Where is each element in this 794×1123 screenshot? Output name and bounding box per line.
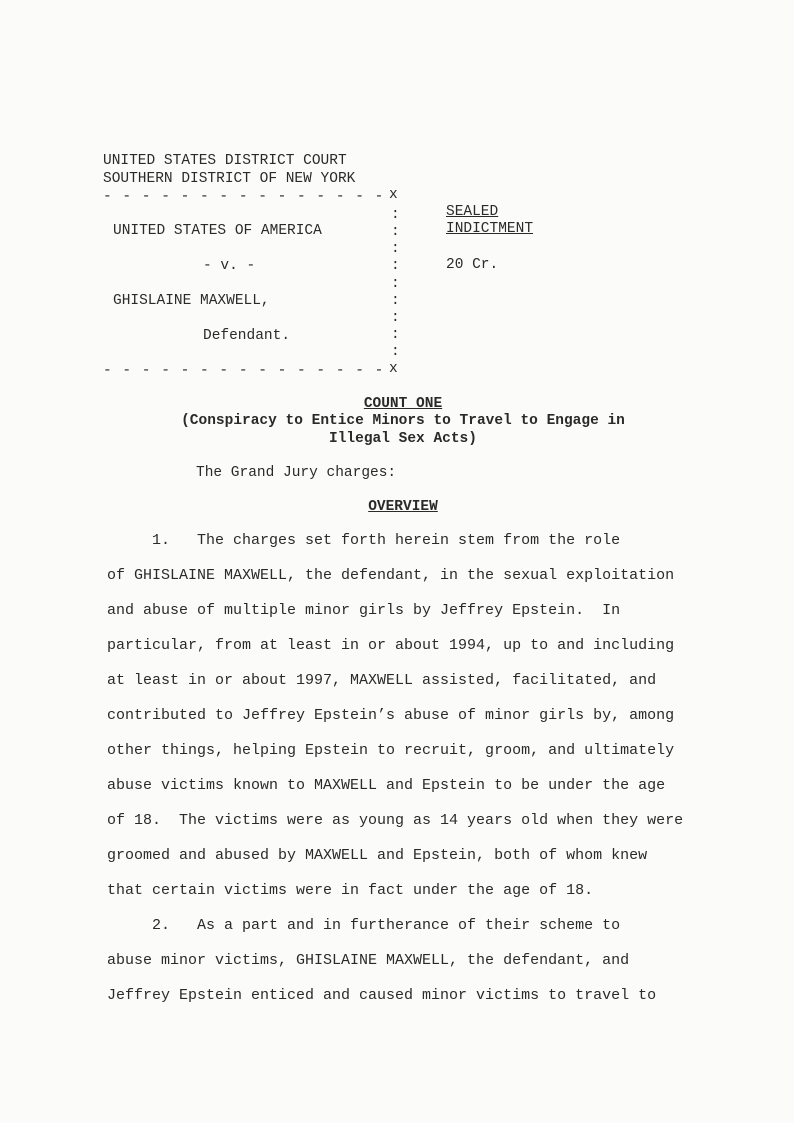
caption-top-rule: - - - - - - - - - - - - - - - bbox=[103, 189, 385, 205]
count-subtitle-line2: Illegal Sex Acts) bbox=[329, 431, 477, 447]
count-heading: COUNT ONE bbox=[363, 396, 443, 412]
caption-top-x: x bbox=[389, 187, 398, 203]
defendant-name: GHISLAINE MAXWELL, bbox=[113, 293, 270, 309]
paragraph-line: and abuse of multiple minor girls by Jeffrey Epstein. In bbox=[107, 602, 621, 619]
caption-colon: : bbox=[391, 258, 400, 274]
caption-bottom-rule: - - - - - - - - - - - - - - - bbox=[103, 363, 385, 379]
court-name-line2: SOUTHERN DISTRICT OF NEW YORK bbox=[103, 171, 356, 187]
grand-jury-charges: The Grand Jury charges: bbox=[196, 465, 397, 481]
paragraph-line: particular, from at least in or about 1994, up to and including bbox=[107, 637, 675, 654]
paragraph-line: abuse victims known to MAXWELL and Epstein to be under the age bbox=[107, 777, 666, 794]
caption-colon: : bbox=[391, 310, 400, 326]
paragraph-line: 1. The charges set forth herein stem from the role bbox=[107, 532, 621, 549]
caption-bottom-x: x bbox=[389, 361, 398, 377]
paragraph-line: at least in or about 1997, MAXWELL assisted, facilitated, and bbox=[107, 672, 657, 689]
paragraph-line: contributed to Jeffrey Epstein’s abuse of minor girls by, among bbox=[107, 707, 675, 724]
caption-colon: : bbox=[391, 276, 400, 292]
paragraph-line: of GHISLAINE MAXWELL, the defendant, in the sexual exploitation bbox=[107, 567, 675, 584]
caption-colon: : bbox=[391, 241, 400, 257]
sealed-label: SEALED bbox=[446, 204, 499, 220]
case-number: 20 Cr. bbox=[446, 257, 499, 273]
paragraph-line: 2. As a part and in furtherance of their scheme to bbox=[107, 917, 621, 934]
paragraph-line: other things, helping Epstein to recruit, groom, and ultimately bbox=[107, 742, 675, 759]
paragraph-line: that certain victims were in fact under the age of 18. bbox=[107, 882, 594, 899]
paragraph-line: abuse minor victims, GHISLAINE MAXWELL, the defendant, and bbox=[107, 952, 630, 969]
plaintiff-name: UNITED STATES OF AMERICA bbox=[113, 223, 322, 239]
paragraph-line: groomed and abused by MAXWELL and Epstein, both of whom knew bbox=[107, 847, 648, 864]
caption-colon: : bbox=[391, 344, 400, 360]
caption-colon: : bbox=[391, 224, 400, 240]
paragraph-line: of 18. The victims were as young as 14 years old when they were bbox=[107, 812, 684, 829]
paragraph-line: Jeffrey Epstein enticed and caused minor victims to travel to bbox=[107, 987, 657, 1004]
versus-label: - v. - bbox=[203, 258, 256, 274]
caption-colon: : bbox=[391, 207, 400, 223]
defendant-role: Defendant. bbox=[203, 328, 291, 344]
caption-colon: : bbox=[391, 293, 400, 309]
indictment-label: INDICTMENT bbox=[446, 221, 534, 237]
court-name-line1: UNITED STATES DISTRICT COURT bbox=[103, 153, 347, 169]
overview-heading: OVERVIEW bbox=[368, 499, 438, 515]
caption-colon: : bbox=[391, 327, 400, 343]
count-subtitle-line1: (Conspiracy to Entice Minors to Travel to Engage in bbox=[181, 413, 625, 429]
